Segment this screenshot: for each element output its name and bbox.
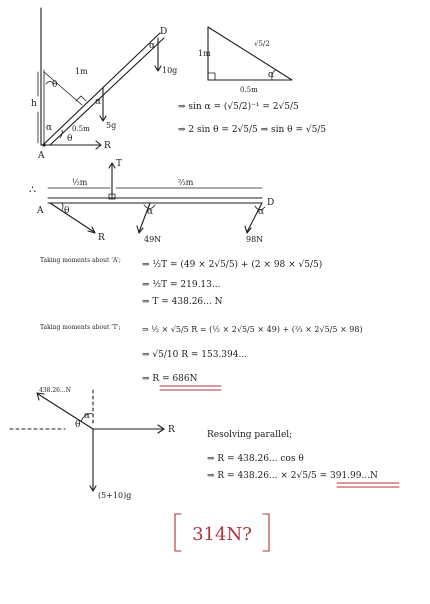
label-half-m: ½m bbox=[72, 178, 88, 187]
label-5g: 5g bbox=[106, 121, 117, 130]
tri-label-base: 0.5m bbox=[240, 86, 258, 94]
label-alpha-a: α bbox=[46, 123, 53, 133]
rod-line-1 bbox=[44, 33, 160, 144]
moments-a-line-2: ⇒ ½T = 219.13... bbox=[142, 280, 221, 290]
moments-a-line-1: ⇒ ½T = (49 × 2√5/5) + (2 × 98 × √5/5) bbox=[142, 260, 323, 270]
final-answer-box bbox=[175, 514, 269, 551]
label-49n: 49N bbox=[144, 235, 162, 244]
label-alpha-d: α bbox=[149, 41, 156, 51]
label-d: D bbox=[160, 27, 168, 37]
moments-about-a bbox=[40, 257, 322, 307]
force-resolution-diagram bbox=[10, 387, 175, 500]
moments-about-t bbox=[40, 324, 363, 390]
trig-line-2: ⇒ 2 sin θ = 2√5/5 ⇒ sin θ = √5/5 bbox=[178, 125, 327, 135]
moments-t-line-2: ⇒ √5/10 R = 153.394... bbox=[142, 350, 248, 360]
label-t: T bbox=[116, 159, 123, 169]
label-theta-bottom: θ bbox=[67, 134, 73, 144]
label-alpha2a: α bbox=[147, 207, 154, 217]
label-weight3: (5+10)g bbox=[98, 491, 132, 500]
rod-diagram bbox=[29, 159, 274, 244]
label-a: A bbox=[38, 151, 45, 161]
tri-label-hyp: √5/2 bbox=[254, 40, 270, 48]
label-h: h bbox=[31, 99, 37, 109]
left-bracket bbox=[175, 514, 181, 551]
label-10g: 10g bbox=[162, 66, 178, 75]
right-bracket bbox=[263, 514, 269, 551]
resolving-heading: Resolving parallel; bbox=[207, 430, 293, 440]
triangle-shape bbox=[208, 27, 292, 80]
tri-label-alpha: α bbox=[268, 70, 275, 80]
label-d2: D bbox=[267, 198, 275, 208]
label-alpha-mid: α bbox=[95, 97, 102, 107]
label-r: R bbox=[104, 141, 111, 151]
trig-line-1: ⇒ sin α = (√5/2)⁻¹ = 2√5/5 bbox=[178, 102, 299, 112]
label-1m: 1m bbox=[75, 67, 88, 76]
resolving-section bbox=[207, 430, 399, 487]
resolving-line-2: ⇒ R = 438.26... × 2√5/5 = 391.99...N bbox=[207, 471, 378, 481]
point-a-dot bbox=[42, 143, 45, 146]
ladder-diagram bbox=[31, 8, 177, 161]
label-r2: R bbox=[98, 233, 105, 243]
resolving-line-1: ⇒ R = 438.26... cos θ bbox=[207, 454, 304, 464]
string-line bbox=[44, 72, 82, 105]
moments-a-line-3: ⇒ T = 438.26... N bbox=[142, 297, 223, 307]
reaction-r-arrow bbox=[50, 203, 94, 232]
moments-t-heading: Taking moments about 'T'; bbox=[40, 324, 121, 331]
final-answer-text: 314N? bbox=[192, 524, 252, 545]
label-theta3: θ bbox=[75, 420, 81, 430]
tri-label-1m: 1m bbox=[198, 49, 211, 58]
moments-t-line-3: ⇒ R = 686N bbox=[142, 374, 198, 384]
label-a2: A bbox=[37, 206, 44, 216]
therefore-symbol: ∴ bbox=[29, 183, 36, 196]
angle-arc-theta2 bbox=[62, 203, 63, 210]
moments-a-heading: Taking moments about 'A'; bbox=[40, 257, 121, 264]
label-alpha3: α bbox=[84, 411, 91, 421]
triangle-diagram bbox=[198, 27, 292, 94]
label-tension3: 438.26...N bbox=[39, 387, 71, 394]
right-angle-mark bbox=[76, 96, 86, 101]
label-98n: 98N bbox=[246, 235, 264, 244]
triangle-right-angle bbox=[208, 73, 215, 80]
label-alpha2b: α bbox=[258, 207, 265, 217]
label-r3: R bbox=[168, 425, 175, 435]
moments-t-line-1: ⇒ ½ × √5/5 R = (½ × 2√5/5 × 49) + (⅔ × 2√5/5 × 98) bbox=[142, 325, 363, 334]
label-05m: 0.5m bbox=[72, 125, 90, 133]
label-theta-top: θ bbox=[52, 80, 58, 90]
label-theta2: θ bbox=[64, 206, 70, 216]
label-two-thirds-m: ⅔m bbox=[178, 178, 194, 187]
